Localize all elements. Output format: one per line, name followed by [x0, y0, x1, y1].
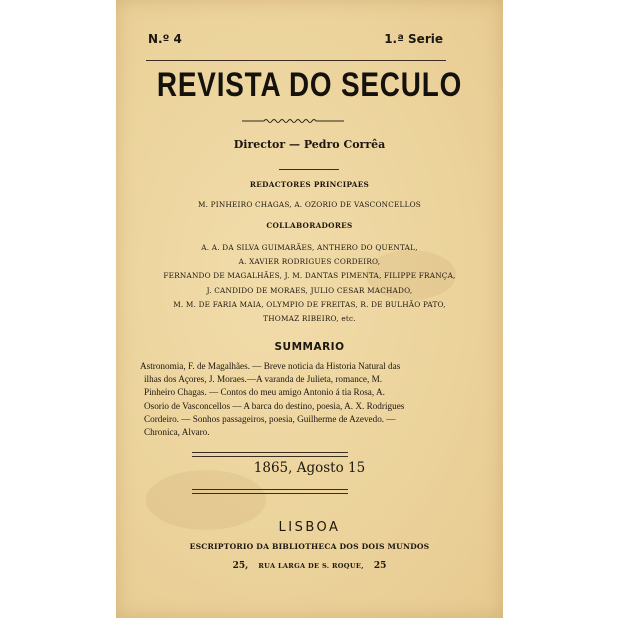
collaborators-line: THOMAZ RIBEIRO, etc.	[263, 314, 356, 324]
collaborators-heading: COLLABORADORES	[266, 221, 353, 230]
director-rule	[279, 169, 339, 170]
collaborators-list	[116, 241, 503, 326]
series-label: 1.ª Serie	[384, 32, 443, 46]
publisher-address	[116, 561, 503, 571]
date-rule-bottom	[192, 489, 348, 494]
magazine-cover-page	[116, 0, 503, 618]
collaborators-line: M. M. DE FARIA MAIA, OLYMPIO DE FREITAS, R. DE BULHÃO PATO,	[173, 299, 446, 309]
magazine-title: REVISTA DO SECULO	[156, 66, 463, 104]
header-rule	[146, 60, 446, 61]
summary-line: Osorio de Vasconcellos — A barca do destino, poesia, A. X. Rodrigues	[144, 400, 405, 411]
summary-line: Astronomia, F. de Magalhães. — Breve noticia da Historia Natural das	[140, 361, 401, 371]
summary-line: Chronica, Alvaro.	[144, 427, 210, 438]
editors-heading: REDACTORES PRINCIPAES	[249, 180, 370, 189]
publisher-name: ESCRIPTORIO DA BIBLIOTHECA DOS DOIS MUNDOS	[189, 542, 430, 551]
summary-heading: SUMMARIO	[274, 341, 345, 353]
issue-header-line	[148, 32, 443, 48]
summary-text	[140, 360, 480, 439]
issue-number: N.º 4	[148, 32, 182, 46]
collaborators-line: A. A. DA SILVA GUIMARÃES, ANTHERO DO QUENTAL,	[201, 243, 418, 252]
summary-line: Cordeiro. — Sonhos passageiros, poesia, Guilherme de Azevedo. —	[144, 413, 396, 424]
address-number-right: 25	[373, 561, 387, 571]
city-name: LISBOA	[278, 520, 341, 535]
editors-names: M. PINHEIRO CHAGAS, A. OZORIO DE VASCONCELLOS	[197, 200, 422, 209]
collaborators-line: A. XAVIER RODRIGUES CORDEIRO,	[238, 257, 381, 267]
date-rule-top	[192, 452, 348, 457]
summary-line: Pinheiro Chagas. — Contos do meu amigo Antonio á tia Rosa, A.	[144, 387, 385, 398]
issue-date: 1865, Agosto 15	[253, 460, 366, 476]
collaborators-line: FERNANDO DE MAGALHÃES, J. M. DANTAS PIMENTA, FILIPPE FRANÇA,	[163, 271, 456, 281]
wavy-ornament	[242, 117, 344, 125]
director-line: Director — Pedro Corrêa	[233, 138, 386, 151]
collaborators-line: J. CANDIDO DE MORAES, JULIO CESAR MACHADO,	[206, 285, 413, 295]
address-street: RUA LARGA DE S. ROQUE,	[258, 562, 364, 570]
address-number-left: 25,	[232, 561, 249, 571]
summary-line: ilhas dos Açores, J. Moraes.—A varanda de Julieta, romance, M.	[144, 374, 383, 385]
